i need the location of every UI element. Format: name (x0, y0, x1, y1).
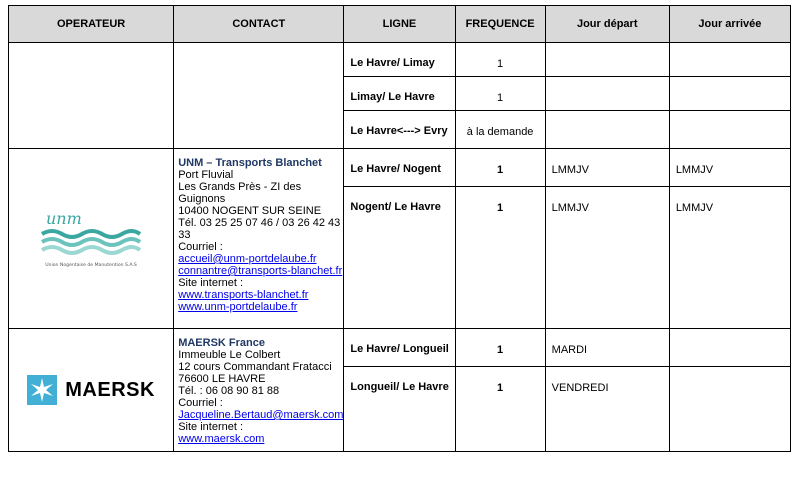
ligne-cell: Le Havre/ Nogent (344, 149, 455, 187)
freq-cell: 1 (455, 149, 545, 187)
contact-name: UNM – Transports Blanchet (178, 157, 322, 169)
schedule-table (8, 5, 791, 452)
contact-cell-empty (174, 43, 344, 149)
arrivee-cell (669, 43, 790, 77)
contact-line: Site internet : (178, 277, 244, 289)
contact-line: 33 (178, 229, 191, 241)
arrivee-cell: LMMJV (669, 149, 790, 187)
freq-cell: 1 (455, 367, 545, 452)
ligne-cell: Le Havre<---> Evry (344, 111, 455, 149)
maersk-star-icon (27, 375, 57, 405)
depart-cell (545, 111, 669, 149)
freq-cell: 1 (455, 329, 545, 367)
website-link[interactable]: www.maersk.com (178, 433, 265, 445)
unm-logo-caption: Union Nogentaise de Manutention S.A.S (45, 262, 137, 268)
depart-cell: MARDI (545, 329, 669, 367)
header-contact: CONTACT (174, 6, 344, 43)
header-jour-arrivee: Jour arrivée (669, 6, 790, 43)
freq-cell: à la demande (455, 111, 545, 149)
arrivee-cell (669, 367, 790, 452)
contact-line: Courriel : (178, 241, 223, 253)
arrivee-cell (669, 111, 790, 149)
depart-cell: VENDREDI (545, 367, 669, 452)
header-jour-depart: Jour départ (545, 6, 669, 43)
depart-cell: LMMJV (545, 149, 669, 187)
operator-cell-maersk (9, 329, 174, 452)
contact-line: Les Grands Près - ZI des (178, 181, 302, 193)
header-operateur: OPERATEUR (9, 6, 174, 43)
contact-line: 10400 NOGENT SUR SEINE (178, 205, 322, 217)
contact-cell-maersk (174, 329, 344, 452)
freq-cell: 1 (455, 77, 545, 111)
ligne-cell: Le Havre/ Limay (344, 43, 455, 77)
contact-line: Site internet : (178, 421, 244, 433)
contact-cell-unm (174, 149, 344, 329)
ligne-cell: Le Havre/ Longueil (344, 329, 455, 367)
email-link[interactable]: accueil@unm-portdelaube.fr (178, 253, 317, 265)
maersk-logo-text: MAERSK (65, 378, 155, 401)
freq-cell: 1 (455, 187, 545, 329)
website-link[interactable]: www.transports-blanchet.fr (178, 289, 309, 301)
arrivee-cell (669, 77, 790, 111)
contact-line: Tél. 03 25 25 07 46 / 03 26 42 43 (178, 217, 341, 229)
ligne-cell: Limay/ Le Havre (344, 77, 455, 111)
depart-cell (545, 43, 669, 77)
operator-cell-unm (9, 149, 174, 329)
contact-line: 12 cours Commandant Fratacci (178, 361, 332, 373)
arrivee-cell (669, 329, 790, 367)
svg-text:unm: unm (46, 208, 82, 228)
maersk-logo (9, 375, 173, 405)
website-link[interactable]: www.unm-portdelaube.fr (178, 301, 298, 313)
contact-line: Tél. : 06 08 90 81 88 (178, 385, 280, 397)
contact-line: Immeuble Le Colbert (178, 349, 281, 361)
header-ligne: LIGNE (344, 6, 455, 43)
depart-cell (545, 77, 669, 111)
unm-logo-icon (36, 208, 146, 270)
contact-line: Courriel : (178, 397, 223, 409)
header-row (9, 6, 791, 43)
arrivee-cell: LMMJV (669, 187, 790, 329)
email-link[interactable]: connantre@transports-blanchet.fr (178, 265, 343, 277)
table-row (9, 43, 791, 77)
table-row (9, 329, 791, 367)
contact-line: Port Fluvial (178, 169, 234, 181)
ligne-cell: Nogent/ Le Havre (344, 187, 455, 329)
operator-cell-empty (9, 43, 174, 149)
contact-name: MAERSK France (178, 337, 265, 349)
ligne-cell: Longueil/ Le Havre (344, 367, 455, 452)
table-row (9, 149, 791, 187)
header-frequence: FREQUENCE (455, 6, 545, 43)
freq-cell: 1 (455, 43, 545, 77)
contact-line: Guignons (178, 193, 226, 205)
contact-line: 76600 LE HAVRE (178, 373, 266, 385)
depart-cell: LMMJV (545, 187, 669, 329)
email-link[interactable]: Jacqueline.Bertaud@maersk.com (178, 409, 344, 421)
